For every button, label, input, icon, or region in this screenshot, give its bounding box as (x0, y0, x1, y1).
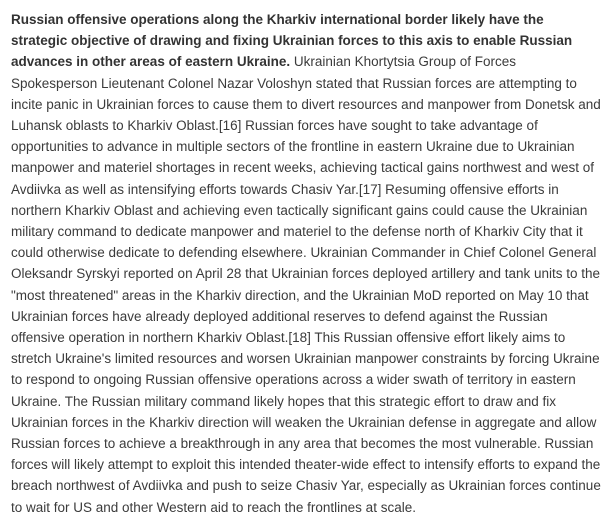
paragraph-body: Ukrainian Khortytsia Group of Forces Spokesperson Lieutenant Colonel Nazar Voloshyn stated that Russian forces are attempting to incite panic in Ukrainian forces to cause them to divert resources and manpower from Donetsk and Luhansk oblasts to Kharkiv Oblast.[16] Russian forces have sought to take advantage of opportunities to advance in multiple sectors of the frontline in eastern Ukraine due to Ukrainian manpower and materiel shortages in recent weeks, achieving tactical gains northwest and west of Avdiivka as well as intensifying efforts towards Chasiv Yar.[17] Resuming offensive efforts in northern Kharkiv Oblast and achieving even tactically significant gains could cause the Ukrainian military command to dedicate manpower and materiel to the defense north of Kharkiv City that it could otherwise dedicate to defending elsewhere. Ukrainian Commander in Chief Colonel General Oleksandr Syrskyi reported on April 28 that Ukrainian forces deployed artillery and tank units to the "most threatened" areas in the Kharkiv direction, and the Ukrainian MoD reported on May 10 that Ukrainian forces have already deployed additional reserves to defend against the Russian offensive operation in northern Kharkiv Oblast.[18] This Russian offensive effort likely aims to stretch Ukraine's limited resources and worsen Ukrainian manpower constraints by forcing Ukraine to respond to ongoing Russian offensive operations across a wider swath of territory in eastern Ukraine. The Russian military command likely hopes that this strategic effort to draw and fix Ukrainian forces in the Kharkiv direction will weaken the Ukrainian defense in aggregate and allow Russian forces to achieve a breakthrough in any area that becomes the most vulnerable. Russian forces will likely attempt to exploit this intended theater-wide effect to intensify efforts to expand the breach northwest of Avdiivka and push to seize Chasiv Yar, especially as Ukrainian forces continue to wait for US and other Western aid to reach the frontlines at scale. (11, 54, 601, 515)
lead-sentence: Russian offensive operations along the Kharkiv international border likely have the strategic objective of drawing and fixing Ukrainian forces to this axis to enable Russian advances in other areas of eastern Ukraine. (11, 12, 573, 70)
